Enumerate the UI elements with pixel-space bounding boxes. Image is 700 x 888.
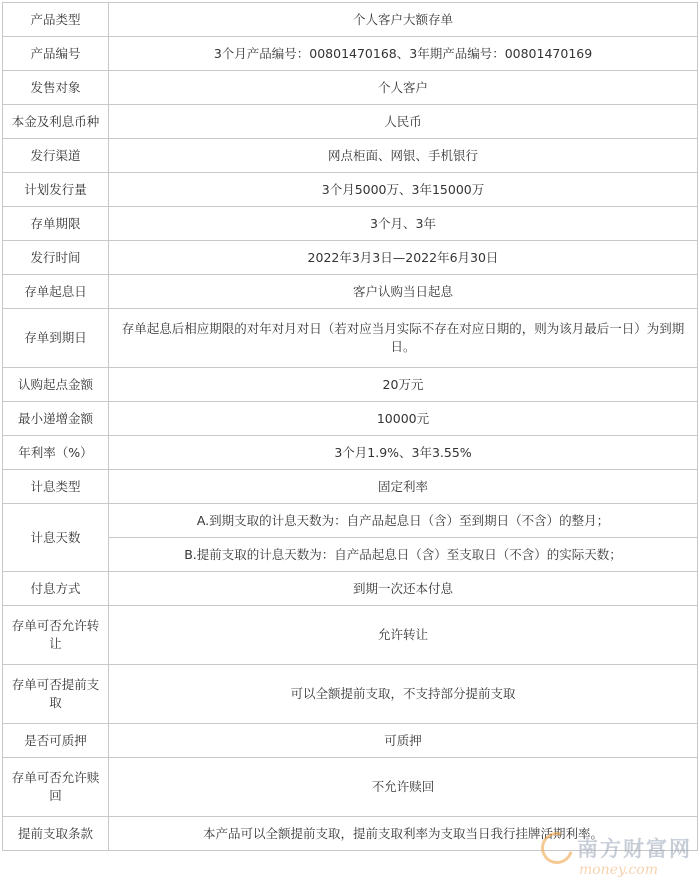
row-value: 固定利率 xyxy=(109,470,698,504)
row-label: 存单期限 xyxy=(3,207,109,241)
table-row xyxy=(3,207,698,241)
row-value: 个人客户 xyxy=(109,71,698,105)
row-value: 不允许赎回 xyxy=(109,758,698,817)
row-value-a: A.到期支取的计息天数为：自产品起息日（含）至到期日（不含）的整月； xyxy=(109,504,698,538)
row-label: 存单可否允许赎回 xyxy=(3,758,109,817)
table-row xyxy=(3,105,698,139)
row-label: 存单起息日 xyxy=(3,275,109,309)
table-row xyxy=(3,665,698,724)
row-label: 发行渠道 xyxy=(3,139,109,173)
table-row xyxy=(3,275,698,309)
table-row xyxy=(3,37,698,71)
row-value: 客户认购当日起息 xyxy=(109,275,698,309)
row-value: 个人客户大额存单 xyxy=(109,3,698,37)
row-label: 发售对象 xyxy=(3,71,109,105)
row-value: 10000元 xyxy=(109,402,698,436)
table-row xyxy=(3,606,698,665)
row-label: 计划发行量 xyxy=(3,173,109,207)
row-label: 产品类型 xyxy=(3,3,109,37)
table-row xyxy=(3,241,698,275)
row-label: 计息类型 xyxy=(3,470,109,504)
table-row xyxy=(3,572,698,606)
row-value: 3个月产品编号：00801470168、3年期产品编号：00801470169 xyxy=(109,37,698,71)
table-row xyxy=(3,3,698,37)
row-label: 发行时间 xyxy=(3,241,109,275)
table-row xyxy=(3,402,698,436)
row-label: 是否可质押 xyxy=(3,724,109,758)
row-value: 2022年3月3日—2022年6月30日 xyxy=(109,241,698,275)
row-value: 可以全额提前支取，不支持部分提前支取 xyxy=(109,665,698,724)
row-label: 最小递增金额 xyxy=(3,402,109,436)
row-label: 付息方式 xyxy=(3,572,109,606)
table-row xyxy=(3,817,698,851)
row-value: 3个月1.9%、3年3.55% xyxy=(109,436,698,470)
row-label: 年利率（%） xyxy=(3,436,109,470)
deposit-product-table xyxy=(2,2,698,851)
row-label: 认购起点金额 xyxy=(3,368,109,402)
row-value: 3个月、3年 xyxy=(109,207,698,241)
table-row xyxy=(3,724,698,758)
row-value: 20万元 xyxy=(109,368,698,402)
row-value: 3个月5000万、3年15000万 xyxy=(109,173,698,207)
row-label: 本金及利息币种 xyxy=(3,105,109,139)
row-label: 存单到期日 xyxy=(3,309,109,368)
row-label: 提前支取条款 xyxy=(3,817,109,851)
watermark-domain: money.com xyxy=(578,862,658,878)
row-value-b: B.提前支取的计息天数为：自产品起息日（含）至支取日（不含）的实际天数； xyxy=(109,538,698,572)
table-row xyxy=(3,71,698,105)
table-row xyxy=(3,436,698,470)
row-value: 允许转让 xyxy=(109,606,698,665)
row-label: 存单可否允许转让 xyxy=(3,606,109,665)
row-value: 可质押 xyxy=(109,724,698,758)
table-row xyxy=(3,173,698,207)
table-row xyxy=(3,139,698,173)
row-value: 人民币 xyxy=(109,105,698,139)
row-label: 计息天数 xyxy=(3,504,109,572)
row-value: 本产品可以全额提前支取，提前支取利率为支取当日我行挂牌活期利率。 xyxy=(109,817,698,851)
row-label: 产品编号 xyxy=(3,37,109,71)
table-row xyxy=(3,309,698,368)
row-value: 存单起息后相应期限的对年对月对日（若对应当月实际不存在对应日期的，则为该月最后一日）为到期日。 xyxy=(109,309,698,368)
table-row xyxy=(3,504,698,538)
watermark-text: 南方财富网 xyxy=(577,837,692,861)
table-row xyxy=(3,758,698,817)
table-row xyxy=(3,470,698,504)
row-value: 网点柜面、网银、手机银行 xyxy=(109,139,698,173)
row-label: 存单可否提前支取 xyxy=(3,665,109,724)
row-value: 到期一次还本付息 xyxy=(109,572,698,606)
table-row xyxy=(3,368,698,402)
